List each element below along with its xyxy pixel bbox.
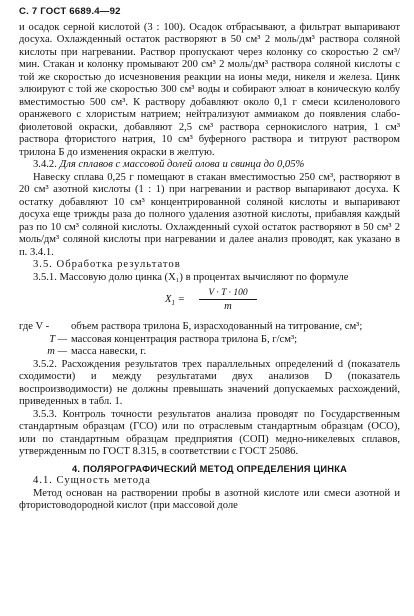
formula-zinc-fraction [19,285,400,319]
page-header: С. 7 ГОСТ 6689.4—92 [19,6,121,17]
legend-text: массовая концентрация раствора трилона Б, г/см³; [71,333,298,345]
paragraph-3-5-2: 3.5.2. Расхождения результатов трех параллельных определений d (показатель сходимости) и между результатами двух анализов D (показатель воспроизводимости) не должны превышать значений допускаемых расхождений, приведенных в табл. 1. [19,358,400,407]
formula-denominator: m [224,301,232,312]
paragraph-3-5-1: 3.5.1. Массовую долю цинка (X₁) в процентах вычисляют по формуле [33,271,349,283]
paragraph-column-procedure: и осадок серной кислотой (3 : 100). Осадок отбрасывают, а фильтрат выпаривают досуха. Охлажденный остаток растворяют в 50 см³ 2 моль/дм³ раствора соляной кислоты при нагревании. Раствор пропускают через колонку со скоростью 2 см³/мин. Стакан и колонку промывают 200 см³ 2 моль/дм³ раствора соляной кислоты с той же скоростью до исчезновения реакции на ионы меди, никеля и железа. Цинк элюируют с той же скоростью 300 см³ воды и собирают элюат в коническую колбу вместимостью 500 см³. К раствору добавляют около 0,1 г смеси ксиленолового оранжевого с хлористым натрием; нейтрализуют аммиаком до появления слабо-фиолетовой окраски, добавляют 2,5 см³ раствора сернокислого натрия, 1 см³ раствора фтористого натрия, 10 см³ буферного раствора и титруют раствором трилона Б до изменения окраски в желтую. [19,21,400,158]
legend-key: где V - [19,321,50,332]
paragraph-3-4-2-body: Навеску сплава 0,25 г помещают в стакан вместимостью 250 см³, растворяют в 20 см³ азотной кислоты (1 : 1) при нагревании и раствор выпаривают досуха. К остатку добавляют 10 см³ концентрированной соляной кислоты и выпаривают досуха еще трижды раза до полного удаления азотной кислоты, прибавляя каждый раз по 10 см³ соляной кислоты. Охлажденный сухой остаток растворяют в 50 см³ 2 моль/дм³ соляной кислоты при нагревании и далее анализ проводят, как указано в п. 3.4.1. [19,171,400,258]
paragraph-4-1: Метод основан на растворении пробы в азотной кислоте или смеси азотной и фтористоводородной кислот (при массовой доле [19,487,400,511]
legend-row [19,334,400,347]
legend-key: T — [49,333,67,345]
clause-number: 3.4.2. [33,159,57,170]
paragraph-3-5-3: 3.5.3. Контроль точности результатов анализа проводят по Государственным стандартным образцам (ГСО) или по отраслевым стандартным образцам (ОСО), или по стандартным образцам предприятия (СОП) медно-никелевых сплавов, утвержденным по ГОСТ 8.315, в соответствии с ГОСТ 25086. [19,408,400,457]
legend-text: масса навески, г. [71,346,147,357]
legend-row [19,321,400,334]
formula-lhs: $X_1$ = [165,294,185,308]
section-heading-3-5: 3.5. Обработка результатов [33,259,181,270]
legend-key: m — [47,346,67,357]
legend-row [19,346,400,359]
section-heading-4-1: 4.1. Сущность метода [33,475,151,486]
paragraph-3-4-2 [19,159,400,172]
section-title-4: 4. ПОЛЯРОГРАФИЧЕСКИЙ МЕТОД ОПРЕДЕЛЕНИЯ ЦИНКА [72,463,347,474]
legend-text: объем раствора трилона Б, израсходованный на титрование, см³; [71,321,363,332]
clause-title: Для сплавов с массовой долей олова и свинца до 0,05% [59,159,305,170]
formula-fraction [199,287,257,313]
formula-numerator: V · T · 100 [199,287,257,300]
